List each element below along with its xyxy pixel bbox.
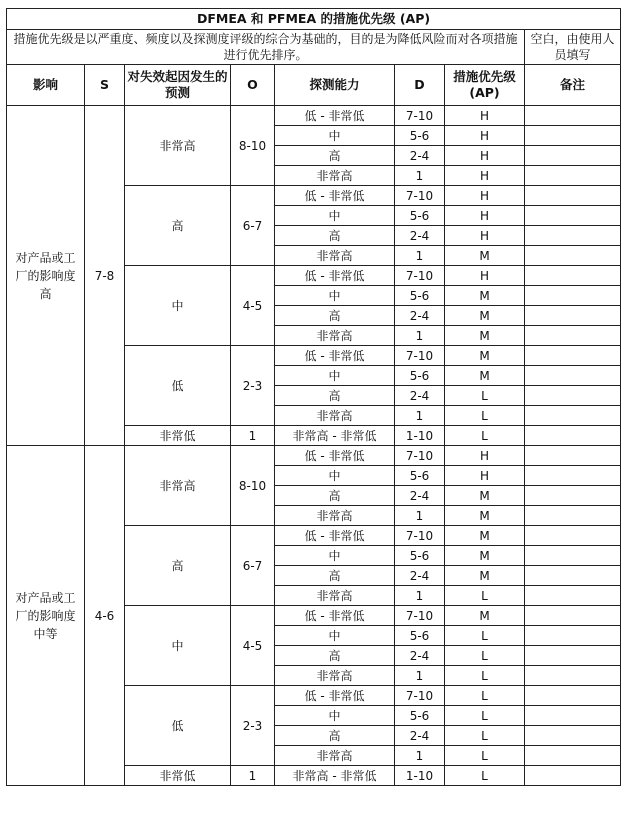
detection-rating-cell: 1 [395, 406, 445, 426]
prediction-cell: 非常低 [125, 766, 231, 786]
detection-cell: 中 [275, 466, 395, 486]
detection-rating-cell: 1-10 [395, 426, 445, 446]
detection-rating-cell: 2-4 [395, 226, 445, 246]
ap-cell: L [445, 666, 525, 686]
detection-rating-cell: 2-4 [395, 486, 445, 506]
ap-cell: L [445, 706, 525, 726]
ap-cell: L [445, 646, 525, 666]
prediction-cell: 高 [125, 526, 231, 606]
prediction-cell: 中 [125, 606, 231, 686]
table-row [7, 446, 621, 466]
detection-cell: 非常高 - 非常低 [275, 426, 395, 446]
ap-cell: H [445, 186, 525, 206]
detection-cell: 非常高 [275, 666, 395, 686]
prediction-cell: 非常低 [125, 426, 231, 446]
detection-rating-cell: 7-10 [395, 526, 445, 546]
header-s: S [85, 65, 125, 106]
ap-cell: M [445, 566, 525, 586]
occurrence-cell: 6-7 [231, 186, 275, 266]
detection-rating-cell: 2-4 [395, 566, 445, 586]
remarks-cell[interactable] [525, 726, 621, 746]
detection-rating-cell: 5-6 [395, 206, 445, 226]
remarks-cell[interactable] [525, 186, 621, 206]
occurrence-cell: 2-3 [231, 686, 275, 766]
ap-cell: L [445, 426, 525, 446]
detection-rating-cell: 5-6 [395, 626, 445, 646]
remarks-cell[interactable] [525, 146, 621, 166]
detection-cell: 高 [275, 486, 395, 506]
detection-cell: 非常高 [275, 166, 395, 186]
remarks-cell[interactable] [525, 406, 621, 426]
ap-cell: M [445, 526, 525, 546]
remarks-cell[interactable] [525, 666, 621, 686]
detection-cell: 低 - 非常低 [275, 106, 395, 126]
ap-cell: H [445, 466, 525, 486]
header-detection: 探测能力 [275, 65, 395, 106]
ap-cell: H [445, 266, 525, 286]
remarks-cell[interactable] [525, 566, 621, 586]
detection-cell: 低 - 非常低 [275, 266, 395, 286]
ap-cell: M [445, 486, 525, 506]
detection-rating-cell: 7-10 [395, 266, 445, 286]
ap-cell: L [445, 686, 525, 706]
impact-cell: 对产品或工厂的影响度高 [7, 106, 85, 446]
remarks-cell[interactable] [525, 506, 621, 526]
remarks-cell[interactable] [525, 206, 621, 226]
detection-cell: 非常高 - 非常低 [275, 766, 395, 786]
detection-cell: 低 - 非常低 [275, 526, 395, 546]
occurrence-cell: 6-7 [231, 526, 275, 606]
ap-cell: H [445, 126, 525, 146]
prediction-cell: 非常高 [125, 106, 231, 186]
ap-table [6, 8, 621, 786]
detection-rating-cell: 1 [395, 586, 445, 606]
detection-rating-cell: 2-4 [395, 646, 445, 666]
ap-cell: H [445, 206, 525, 226]
ap-cell: M [445, 306, 525, 326]
detection-rating-cell: 2-4 [395, 386, 445, 406]
header-d: D [395, 65, 445, 106]
prediction-cell: 低 [125, 346, 231, 426]
ap-cell: L [445, 586, 525, 606]
ap-cell: M [445, 246, 525, 266]
remarks-cell[interactable] [525, 326, 621, 346]
detection-rating-cell: 7-10 [395, 186, 445, 206]
detection-rating-cell: 2-4 [395, 726, 445, 746]
remarks-cell[interactable] [525, 626, 621, 646]
ap-cell: L [445, 746, 525, 766]
remarks-cell[interactable] [525, 266, 621, 286]
remarks-cell[interactable] [525, 286, 621, 306]
header-o: O [231, 65, 275, 106]
remarks-cell[interactable] [525, 606, 621, 626]
detection-rating-cell: 1 [395, 326, 445, 346]
prediction-cell: 中 [125, 266, 231, 346]
header-prediction: 对失效起因发生的预测 [125, 65, 231, 106]
remarks-cell[interactable] [525, 366, 621, 386]
detection-rating-cell: 5-6 [395, 286, 445, 306]
remarks-cell[interactable] [525, 746, 621, 766]
remarks-cell[interactable] [525, 306, 621, 326]
ap-cell: L [445, 626, 525, 646]
detection-cell: 高 [275, 306, 395, 326]
detection-rating-cell: 7-10 [395, 346, 445, 366]
table-description: 措施优先级是以严重度、频度以及探测度评级的综合为基础的，目的是为降低风险而对各项措施进行优先排序。 [7, 30, 525, 65]
detection-cell: 高 [275, 726, 395, 746]
detection-rating-cell: 7-10 [395, 606, 445, 626]
detection-rating-cell: 1 [395, 246, 445, 266]
remarks-cell[interactable] [525, 586, 621, 606]
ap-cell: M [445, 506, 525, 526]
ap-cell: H [445, 166, 525, 186]
detection-rating-cell: 2-4 [395, 306, 445, 326]
prediction-cell: 低 [125, 686, 231, 766]
detection-rating-cell: 1 [395, 746, 445, 766]
detection-rating-cell: 5-6 [395, 126, 445, 146]
table-row [7, 106, 621, 126]
remarks-cell[interactable] [525, 686, 621, 706]
detection-rating-cell: 1 [395, 506, 445, 526]
remarks-cell[interactable] [525, 226, 621, 246]
ap-cell: M [445, 286, 525, 306]
severity-cell: 7-8 [85, 106, 125, 446]
remarks-cell[interactable] [525, 466, 621, 486]
prediction-cell: 高 [125, 186, 231, 266]
detection-cell: 高 [275, 226, 395, 246]
remarks-note: 空白，由使用人员填写 [525, 30, 621, 65]
ap-cell: H [445, 146, 525, 166]
detection-cell: 高 [275, 146, 395, 166]
detection-cell: 高 [275, 566, 395, 586]
occurrence-cell: 8-10 [231, 446, 275, 526]
occurrence-cell: 1 [231, 426, 275, 446]
ap-cell: H [445, 106, 525, 126]
ap-cell: M [445, 326, 525, 346]
detection-cell: 非常高 [275, 746, 395, 766]
header-impact: 影响 [7, 65, 85, 106]
detection-rating-cell: 2-4 [395, 146, 445, 166]
detection-cell: 高 [275, 386, 395, 406]
detection-cell: 非常高 [275, 326, 395, 346]
ap-cell: L [445, 406, 525, 426]
table-title: DFMEA 和 PFMEA 的措施优先级 (AP) [7, 9, 621, 30]
detection-rating-cell: 5-6 [395, 366, 445, 386]
ap-cell: L [445, 386, 525, 406]
occurrence-cell: 4-5 [231, 266, 275, 346]
table-body [7, 106, 621, 786]
detection-cell: 低 - 非常低 [275, 186, 395, 206]
remarks-cell[interactable] [525, 106, 621, 126]
detection-cell: 中 [275, 366, 395, 386]
detection-cell: 低 - 非常低 [275, 686, 395, 706]
detection-cell: 低 - 非常低 [275, 446, 395, 466]
detection-rating-cell: 5-6 [395, 706, 445, 726]
remarks-cell[interactable] [525, 526, 621, 546]
occurrence-cell: 1 [231, 766, 275, 786]
remarks-cell[interactable] [525, 446, 621, 466]
occurrence-cell: 8-10 [231, 106, 275, 186]
remarks-cell[interactable] [525, 346, 621, 366]
remarks-cell[interactable] [525, 426, 621, 446]
remarks-cell[interactable] [525, 646, 621, 666]
detection-rating-cell: 7-10 [395, 106, 445, 126]
severity-cell: 4-6 [85, 446, 125, 786]
header-remarks: 备注 [525, 65, 621, 106]
ap-cell: L [445, 766, 525, 786]
ap-cell: M [445, 346, 525, 366]
remarks-cell[interactable] [525, 706, 621, 726]
remarks-cell[interactable] [525, 386, 621, 406]
detection-rating-cell: 7-10 [395, 446, 445, 466]
detection-cell: 低 - 非常低 [275, 606, 395, 626]
detection-cell: 非常高 [275, 506, 395, 526]
occurrence-cell: 2-3 [231, 346, 275, 426]
detection-rating-cell: 1-10 [395, 766, 445, 786]
detection-cell: 中 [275, 706, 395, 726]
detection-rating-cell: 1 [395, 666, 445, 686]
ap-cell: H [445, 226, 525, 246]
remarks-cell[interactable] [525, 766, 621, 786]
ap-cell: L [445, 726, 525, 746]
remarks-cell[interactable] [525, 246, 621, 266]
remarks-cell[interactable] [525, 546, 621, 566]
impact-cell: 对产品或工厂的影响度中等 [7, 446, 85, 786]
detection-cell: 非常高 [275, 246, 395, 266]
detection-cell: 非常高 [275, 586, 395, 606]
detection-rating-cell: 1 [395, 166, 445, 186]
prediction-cell: 非常高 [125, 446, 231, 526]
detection-cell: 中 [275, 126, 395, 146]
detection-cell: 中 [275, 286, 395, 306]
detection-cell: 低 - 非常低 [275, 346, 395, 366]
header-ap: 措施优先级 (AP) [445, 65, 525, 106]
detection-rating-cell: 7-10 [395, 686, 445, 706]
ap-cell: H [445, 446, 525, 466]
detection-cell: 中 [275, 206, 395, 226]
remarks-cell[interactable] [525, 166, 621, 186]
remarks-cell[interactable] [525, 126, 621, 146]
ap-cell: M [445, 546, 525, 566]
ap-cell: M [445, 606, 525, 626]
detection-rating-cell: 5-6 [395, 466, 445, 486]
detection-cell: 非常高 [275, 406, 395, 426]
detection-cell: 中 [275, 546, 395, 566]
detection-rating-cell: 5-6 [395, 546, 445, 566]
occurrence-cell: 4-5 [231, 606, 275, 686]
ap-cell: M [445, 366, 525, 386]
remarks-cell[interactable] [525, 486, 621, 506]
detection-cell: 高 [275, 646, 395, 666]
detection-cell: 中 [275, 626, 395, 646]
